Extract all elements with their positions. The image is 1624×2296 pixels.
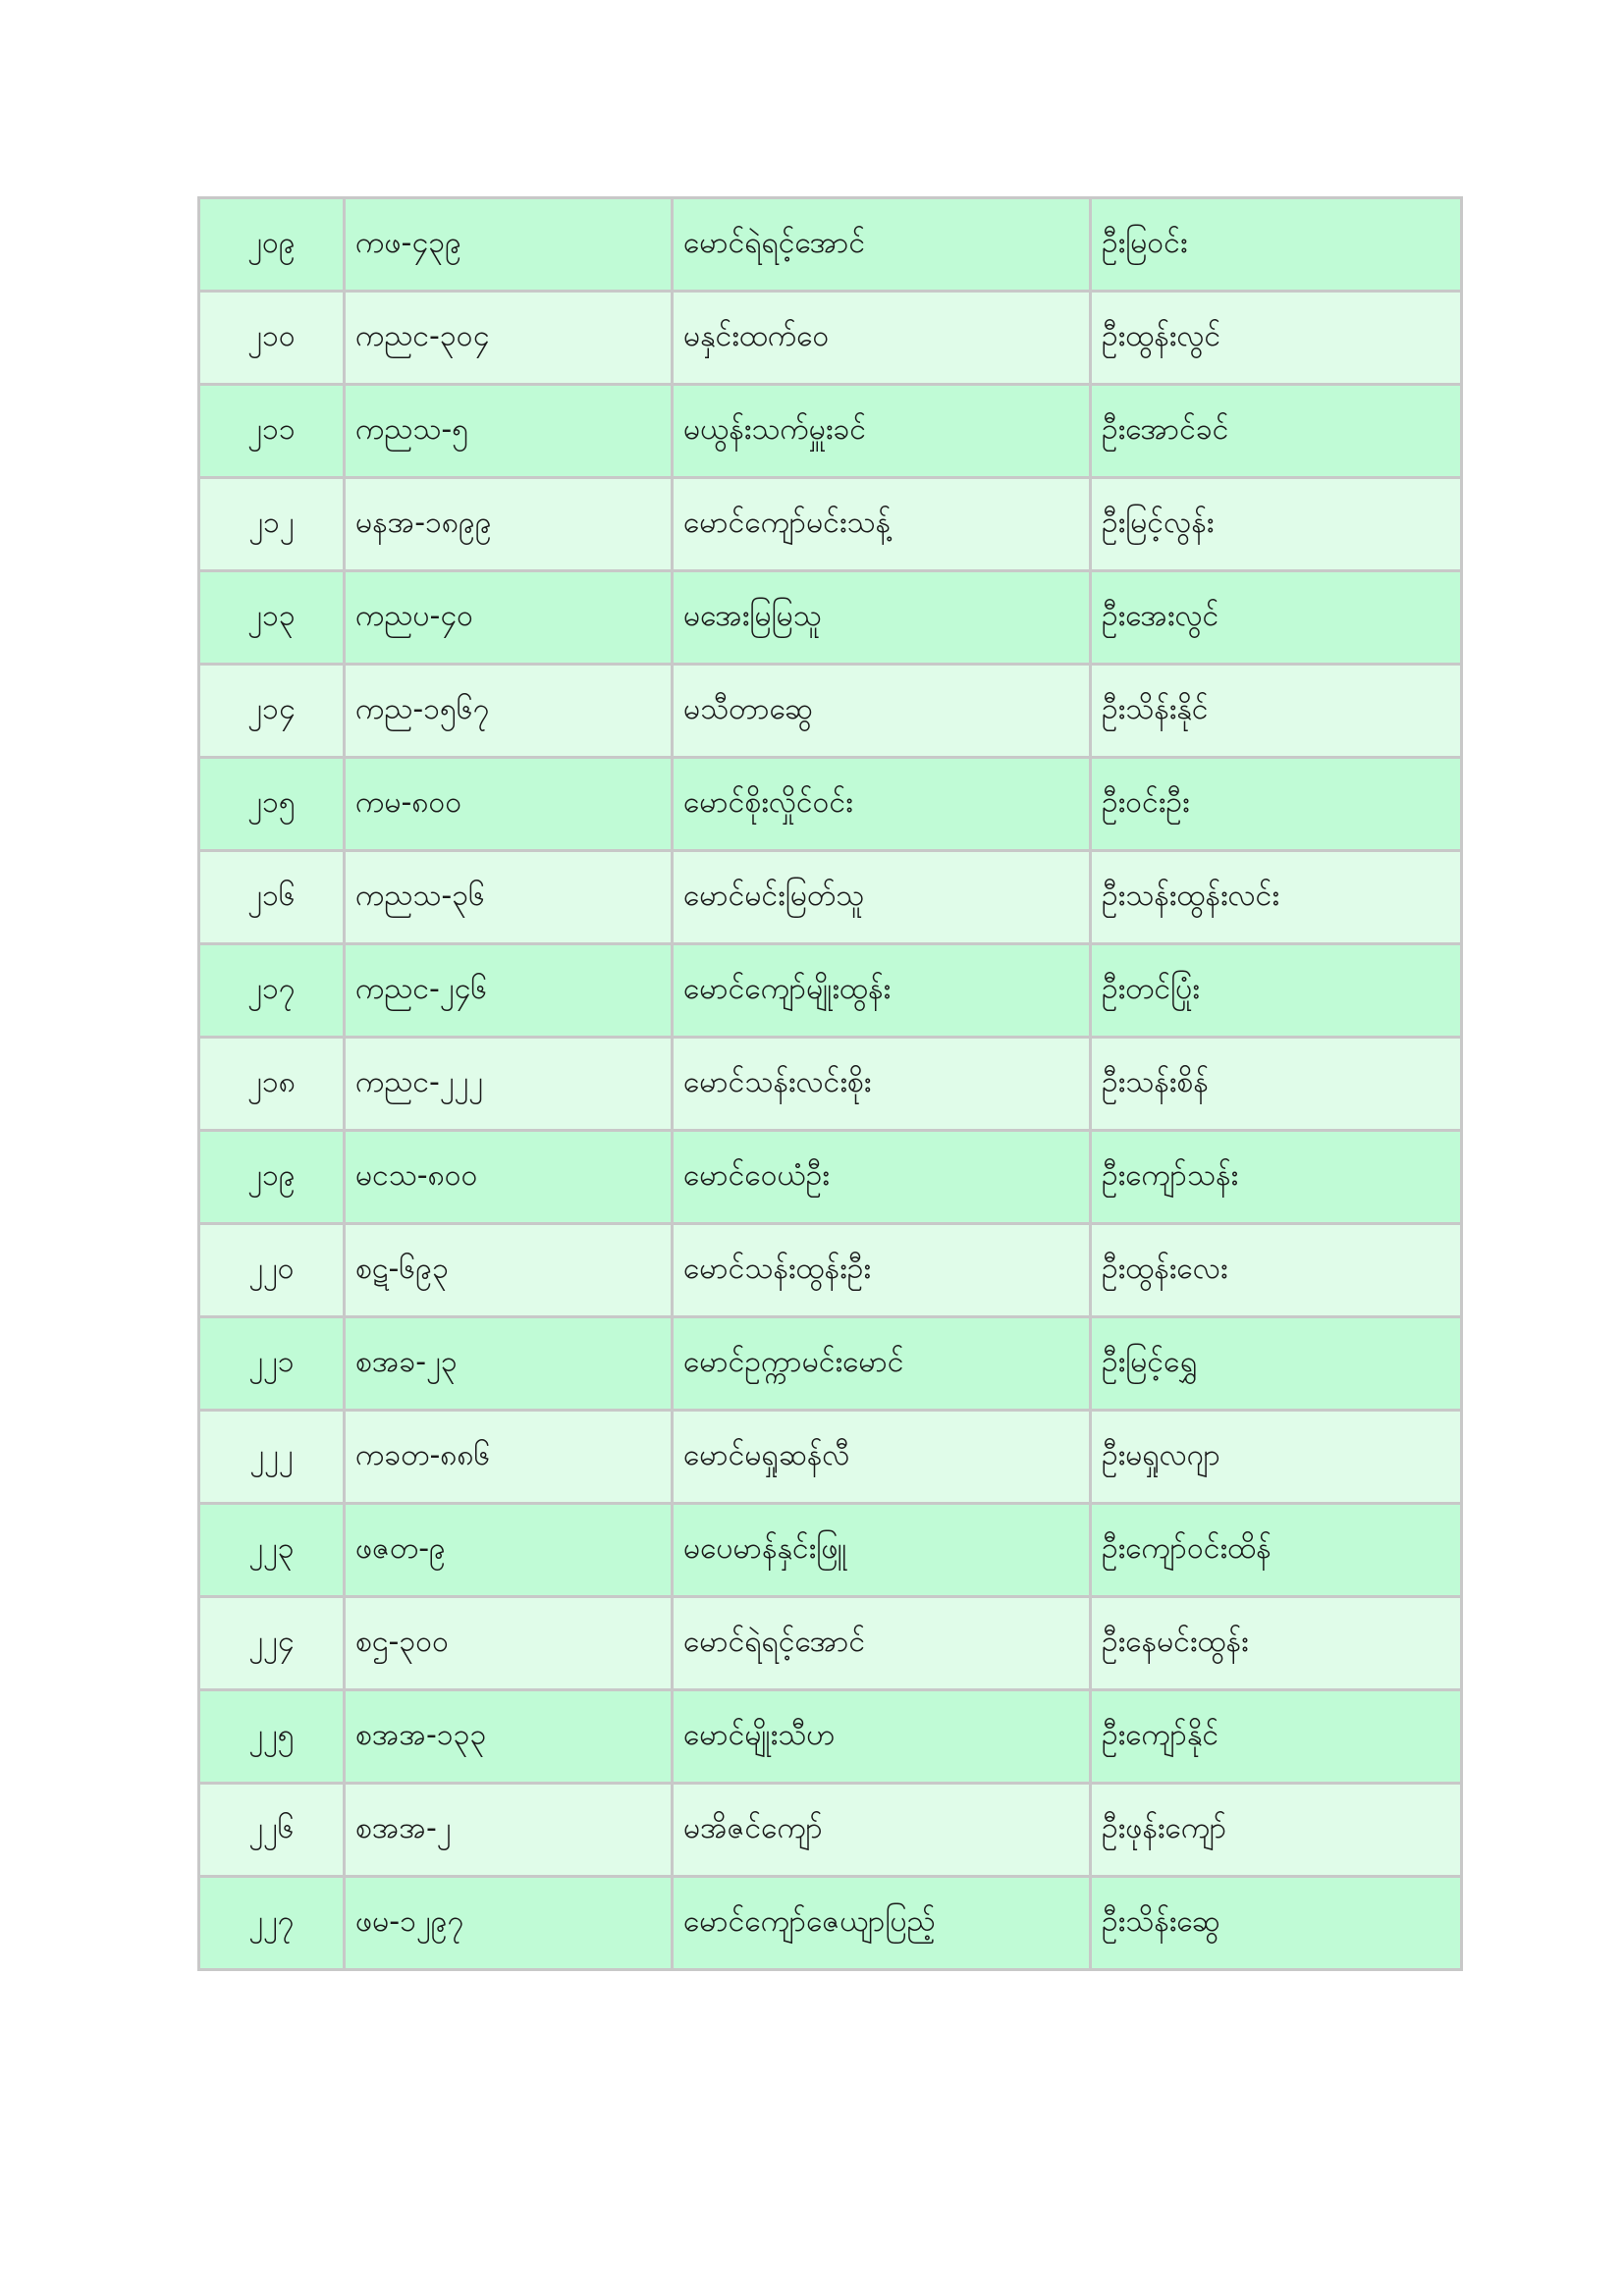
father-name: ဦးနေမင်းထွန်း [1091,1597,1462,1690]
father-name: ဦးထွန်းလေး [1091,1224,1462,1317]
student-name: မအိဇင်ကျော် [673,1784,1091,1877]
table-row [199,292,1462,385]
row-number: ၂၀၉ [199,198,345,292]
student-name: မောင်ကျော်မင်းသန့် [673,478,1091,571]
roll-id: ကညသ-၃၆ [345,851,673,944]
roll-id: စအခ-၂၃ [345,1317,673,1411]
row-number: ၂၂၃ [199,1504,345,1597]
row-number: ၂၂၁ [199,1317,345,1411]
roll-id: ကညင-၂၂၂ [345,1038,673,1131]
roll-id: ကညင-၂၄၆ [345,944,673,1038]
father-name: ဦးသန်းထွန်းလင်း [1091,851,1462,944]
roll-id: မနအ-၁၈၉၉ [345,478,673,571]
student-name: မောင်ကျော်ဇေယျာပြည့် [673,1877,1091,1970]
father-name: ဦးမရှုလဂျာ [1091,1411,1462,1504]
student-name: မသီတာဆွေ [673,665,1091,758]
roll-id: ဖဇတ-၉ [345,1504,673,1597]
roll-id: ကညသ-၅ [345,385,673,478]
student-name: မနှင်းထက်ဝေ [673,292,1091,385]
row-number: ၂၁၄ [199,665,345,758]
roll-id: စဋ-၆၉၃ [345,1224,673,1317]
father-name: ဦးမြင့်ရွှေ [1091,1317,1462,1411]
table-row [199,1597,1462,1690]
row-number: ၂၂၄ [199,1597,345,1690]
father-name: ဦးအောင်ခင် [1091,385,1462,478]
father-name: ဦးသိန်းနိုင် [1091,665,1462,758]
row-number: ၂၂၀ [199,1224,345,1317]
student-name: မောင်သန်းထွန်းဦး [673,1224,1091,1317]
table-row [199,851,1462,944]
roll-id: မငသ-၈၀၀ [345,1131,673,1224]
student-name: မောင်ကျော်မျိုးထွန်း [673,944,1091,1038]
row-number: ၂၁၉ [199,1131,345,1224]
roll-id: ကည-၁၅၆၇ [345,665,673,758]
row-number: ၂၁၈ [199,1038,345,1131]
student-name: မောင်မင်းမြတ်သူ [673,851,1091,944]
student-name: မောင်ဥက္ကာမင်းမောင် [673,1317,1091,1411]
father-name: ဦးကျော်နိုင် [1091,1690,1462,1784]
roll-id: စအအ-၁၃၃ [345,1690,673,1784]
table-row [199,1317,1462,1411]
table-row [199,1224,1462,1317]
table-row [199,385,1462,478]
table-row [199,1504,1462,1597]
father-name: ဦးတင်ပြုံး [1091,944,1462,1038]
roll-id: ကညင-၃၀၄ [345,292,673,385]
student-name: မောင်မရှုဆန်လီ [673,1411,1091,1504]
roll-id: ကမ-၈၀၀ [345,758,673,851]
row-number: ၂၁၇ [199,944,345,1038]
table-row [199,1877,1462,1970]
row-number: ၂၁၂ [199,478,345,571]
father-name: ဦးသန်းစိန် [1091,1038,1462,1131]
table-row [199,665,1462,758]
table-row [199,478,1462,571]
roll-id: ဖမ-၁၂၉၇ [345,1877,673,1970]
row-number: ၂၁၀ [199,292,345,385]
father-name: ဦးကျော်ဝင်းထိန် [1091,1504,1462,1597]
student-list-body [199,198,1462,1970]
father-name: ဦးထွန်းလွင် [1091,292,1462,385]
table-row [199,1038,1462,1131]
student-list-table [197,196,1463,1971]
father-name: ဦးသိန်းဆွေ [1091,1877,1462,1970]
student-name: မောင်ရဲရင့်အောင် [673,1597,1091,1690]
father-name: ဦးဝင်းဦး [1091,758,1462,851]
father-name: ဦးဖုန်းကျော် [1091,1784,1462,1877]
roll-id: ကခတ-၈၈၆ [345,1411,673,1504]
roll-id: ကညပ-၄၀ [345,571,673,665]
father-name: ဦးအေးလွင် [1091,571,1462,665]
row-number: ၂၂၂ [199,1411,345,1504]
father-name: ဦးကျော်သန်း [1091,1131,1462,1224]
table-row [199,1411,1462,1504]
table-row [199,571,1462,665]
row-number: ၂၁၃ [199,571,345,665]
student-name: မောင်သန်းလင်းစိုး [673,1038,1091,1131]
student-name: မောင်စိုးလှိုင်ဝင်း [673,758,1091,851]
table-row [199,758,1462,851]
student-name: မပေမာန်နှင်းဖြူ [673,1504,1091,1597]
row-number: ၂၁၁ [199,385,345,478]
roll-id: စဌ-၃၀၀ [345,1597,673,1690]
student-name: မောင်ရဲရင့်အောင် [673,198,1091,292]
student-name: မောင်မျိုးသီဟ [673,1690,1091,1784]
student-name: မအေးမြမြသူ [673,571,1091,665]
row-number: ၂၁၅ [199,758,345,851]
father-name: ဦးမြဝင်း [1091,198,1462,292]
row-number: ၂၂၅ [199,1690,345,1784]
row-number: ၂၁၆ [199,851,345,944]
roll-id: စအအ-၂ [345,1784,673,1877]
table-row [199,198,1462,292]
student-name: မောင်ဝေယံဦး [673,1131,1091,1224]
table-row [199,944,1462,1038]
table-row [199,1131,1462,1224]
table-row [199,1690,1462,1784]
roll-id: ကဖ-၄၃၉ [345,198,673,292]
row-number: ၂၂၇ [199,1877,345,1970]
father-name: ဦးမြင့်လွန်း [1091,478,1462,571]
student-name: မယွန်းသက်မှူးခင် [673,385,1091,478]
table-row [199,1784,1462,1877]
row-number: ၂၂၆ [199,1784,345,1877]
